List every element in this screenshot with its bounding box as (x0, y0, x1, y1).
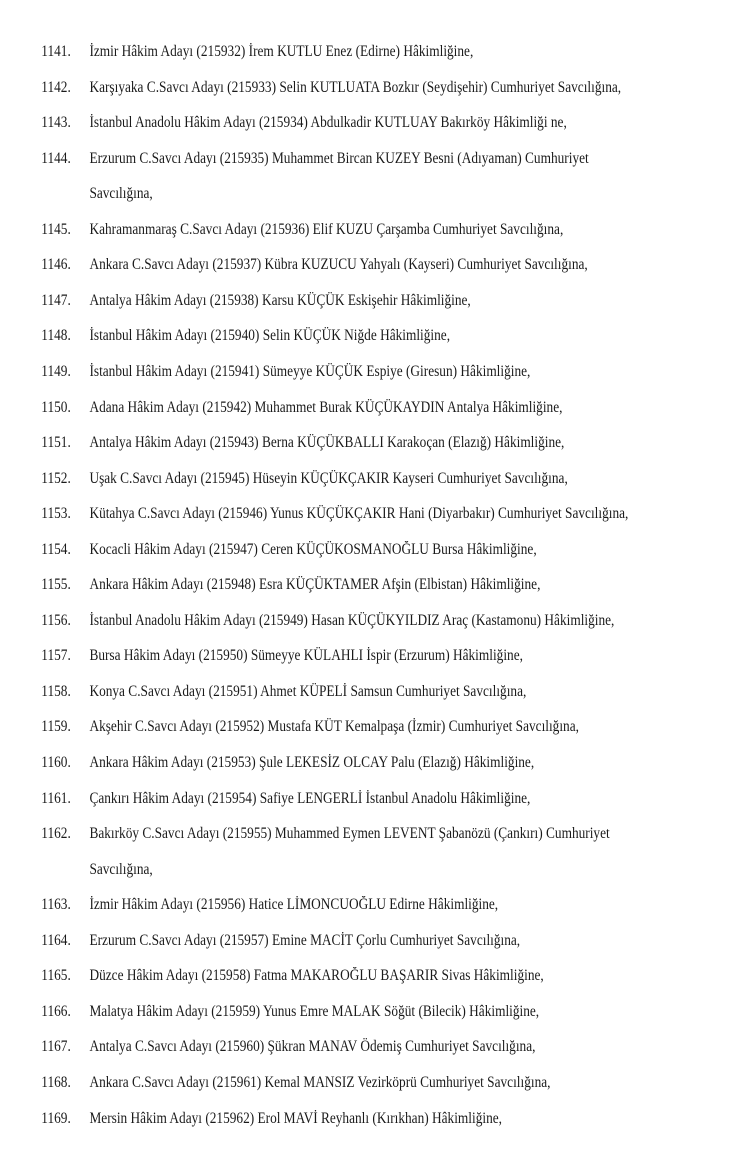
item-text-continued: Savcılığına, (89, 860, 153, 878)
item-text-continued: Savcılığına, (89, 185, 153, 203)
item-text: Bakırköy C.Savcı Adayı (215955) Muhammed Eymen LEVENT Şabanözü (Çankırı) Cumhuriyet (89, 825, 610, 843)
item-number: 1143. (41, 114, 71, 132)
item-text: Ankara C.Savcı Adayı (215937) Kübra KUZUCU Yahyalı (Kayseri) Cumhuriyet Savcılığına, (89, 256, 588, 274)
list-item (0, 746, 647, 780)
list-item (0, 533, 647, 567)
item-text: Ankara Hâkim Adayı (215948) Esra KÜÇÜKTAMER Afşin (Elbistan) Hâkimliğine, (89, 576, 541, 594)
list-item (0, 995, 647, 1029)
item-text: İzmir Hâkim Adayı (215932) İrem KUTLU Enez (Edirne) Hâkimliğine, (89, 43, 474, 60)
list-item (0, 1066, 647, 1100)
list-item (0, 604, 647, 638)
item-text: Erzurum C.Savcı Adayı (215957) Emine MACİT Çorlu Cumhuriyet Savcılığına, (89, 931, 521, 949)
item-number: 1164. (41, 931, 71, 949)
item-text: Malatya Hâkim Adayı (215959) Yunus Emre MALAK Söğüt (Bilecik) Hâkimliğine, (89, 1002, 540, 1020)
item-number: 1155. (41, 576, 71, 594)
item-text: Uşak C.Savcı Adayı (215945) Hüseyin KÜÇÜKÇAKIR Kayseri Cumhuriyet Savcılığına, (89, 469, 568, 487)
item-text: Adana Hâkim Adayı (215942) Muhammet Burak KÜÇÜKAYDIN Antalya Hâkimliğine, (89, 398, 563, 416)
item-number: 1147. (41, 291, 71, 309)
list-item (0, 35, 647, 69)
item-text: İstanbul Hâkim Adayı (215941) Sümeyye KÜÇÜK Espiye (Giresun) Hâkimliğine, (89, 362, 531, 380)
list-item (0, 284, 647, 318)
item-text: Antalya Hâkim Adayı (215943) Berna KÜÇÜKBALLI Karakoçan (Elazığ) Hâkimliğine, (89, 434, 565, 452)
item-number: 1165. (41, 967, 71, 985)
list-item (0, 462, 647, 496)
item-text: Antalya C.Savcı Adayı (215960) Şükran MANAV Ödemiş Cumhuriyet Savcılığına, (89, 1038, 536, 1056)
item-number: 1153. (41, 505, 71, 523)
item-number: 1142. (41, 78, 71, 96)
list-item (0, 248, 647, 282)
item-text: Düzce Hâkim Adayı (215958) Fatma MAKAROĞLU BAŞARIR Sivas Hâkimliğine, (89, 967, 544, 985)
item-number: 1146. (41, 256, 71, 274)
item-number: 1162. (41, 825, 71, 843)
list-item (0, 817, 647, 851)
list-item (0, 924, 647, 958)
item-number: 1167. (41, 1038, 71, 1056)
item-number: 1156. (41, 611, 71, 629)
list-item-continuation (0, 177, 647, 211)
list-item (0, 213, 647, 247)
item-text: Çankırı Hâkim Adayı (215954) Safiye LENGERLİ İstanbul Anadolu Hâkimliğine, (89, 789, 531, 807)
item-number: 1166. (41, 1002, 71, 1020)
list-item (0, 106, 647, 140)
list-item (0, 959, 647, 993)
item-number: 1157. (41, 647, 71, 665)
item-text: Bursa Hâkim Adayı (215950) Sümeyye KÜLAHLI İspir (Erzurum) Hâkimliğine, (89, 647, 523, 665)
item-number: 1160. (41, 754, 71, 771)
item-number: 1161. (41, 789, 71, 807)
list-item-continuation (0, 853, 647, 887)
item-text: Ankara Hâkim Adayı (215953) Şule LEKESİZ OLCAY Palu (Elazığ) Hâkimliğine, (89, 754, 535, 771)
item-text: Mersin Hâkim Adayı (215962) Erol MAVİ Reyhanlı (Kırıkhan) Hâkimliğine, (89, 1109, 502, 1127)
item-text: Kahramanmaraş C.Savcı Adayı (215936) Elif KUZU Çarşamba Cumhuriyet Savcılığına, (89, 220, 564, 238)
item-number: 1144. (41, 149, 71, 167)
list-item (0, 888, 647, 922)
item-text: Konya C.Savcı Adayı (215951) Ahmet KÜPELİ Samsun Cumhuriyet Savcılığına, (89, 682, 527, 700)
list-item (0, 319, 647, 353)
item-number: 1141. (41, 43, 71, 60)
item-text: İstanbul Hâkim Adayı (215940) Selin KÜÇÜK Niğde Hâkimliğine, (89, 327, 451, 345)
item-number: 1149. (41, 362, 71, 380)
item-text: Erzurum C.Savcı Adayı (215935) Muhammet Bircan KUZEY Besni (Adıyaman) Cumhuriyet (89, 149, 589, 167)
item-number: 1163. (41, 896, 71, 914)
list-item (0, 1030, 647, 1064)
item-text: İzmir Hâkim Adayı (215956) Hatice LİMONCUOĞLU Edirne Hâkimliğine, (89, 896, 499, 914)
list-item (0, 1102, 647, 1136)
item-text: Kütahya C.Savcı Adayı (215946) Yunus KÜÇÜKÇAKIR Hani (Diyarbakır) Cumhuriyet Savcılığına, (89, 505, 629, 523)
item-number: 1169. (41, 1109, 71, 1127)
list-item (0, 675, 647, 709)
item-number: 1151. (41, 434, 71, 452)
item-text: Kocacli Hâkim Adayı (215947) Ceren KÜÇÜKOSMANOĞLU Bursa Hâkimliğine, (89, 540, 537, 558)
item-number: 1145. (41, 220, 71, 238)
item-number: 1159. (41, 718, 71, 736)
list-item (0, 426, 647, 460)
item-text: Karşıyaka C.Savcı Adayı (215933) Selin KUTLUATA Bozkır (Seydişehir) Cumhuriyet Savcılığına, (89, 78, 622, 96)
item-number: 1148. (41, 327, 71, 345)
list-item (0, 710, 647, 744)
list-item (0, 639, 647, 673)
list-item (0, 142, 647, 176)
list-item (0, 497, 647, 531)
list-item (0, 391, 647, 425)
item-number: 1154. (41, 540, 71, 558)
item-text: İstanbul Anadolu Hâkim Adayı (215949) Hasan KÜÇÜKYILDIZ Araç (Kastamonu) Hâkimliğine, (89, 611, 615, 629)
item-number: 1168. (41, 1073, 71, 1091)
item-number: 1158. (41, 682, 71, 700)
list-item (0, 568, 647, 602)
item-text: Akşehir C.Savcı Adayı (215952) Mustafa KÜT Kemalpaşa (İzmir) Cumhuriyet Savcılığına, (89, 718, 579, 736)
item-text: Antalya Hâkim Adayı (215938) Karsu KÜÇÜK Eskişehir Hâkimliğine, (89, 291, 471, 309)
list-item (0, 355, 647, 389)
item-number: 1152. (41, 469, 71, 487)
list-item (0, 71, 647, 105)
list-item (0, 782, 647, 816)
item-number: 1150. (41, 398, 71, 416)
item-text: Ankara C.Savcı Adayı (215961) Kemal MANSIZ Vezirköprü Cumhuriyet Savcılığına, (89, 1073, 551, 1091)
item-text: İstanbul Anadolu Hâkim Adayı (215934) Abdulkadir KUTLUAY Bakırköy Hâkimliği ne, (89, 114, 567, 132)
